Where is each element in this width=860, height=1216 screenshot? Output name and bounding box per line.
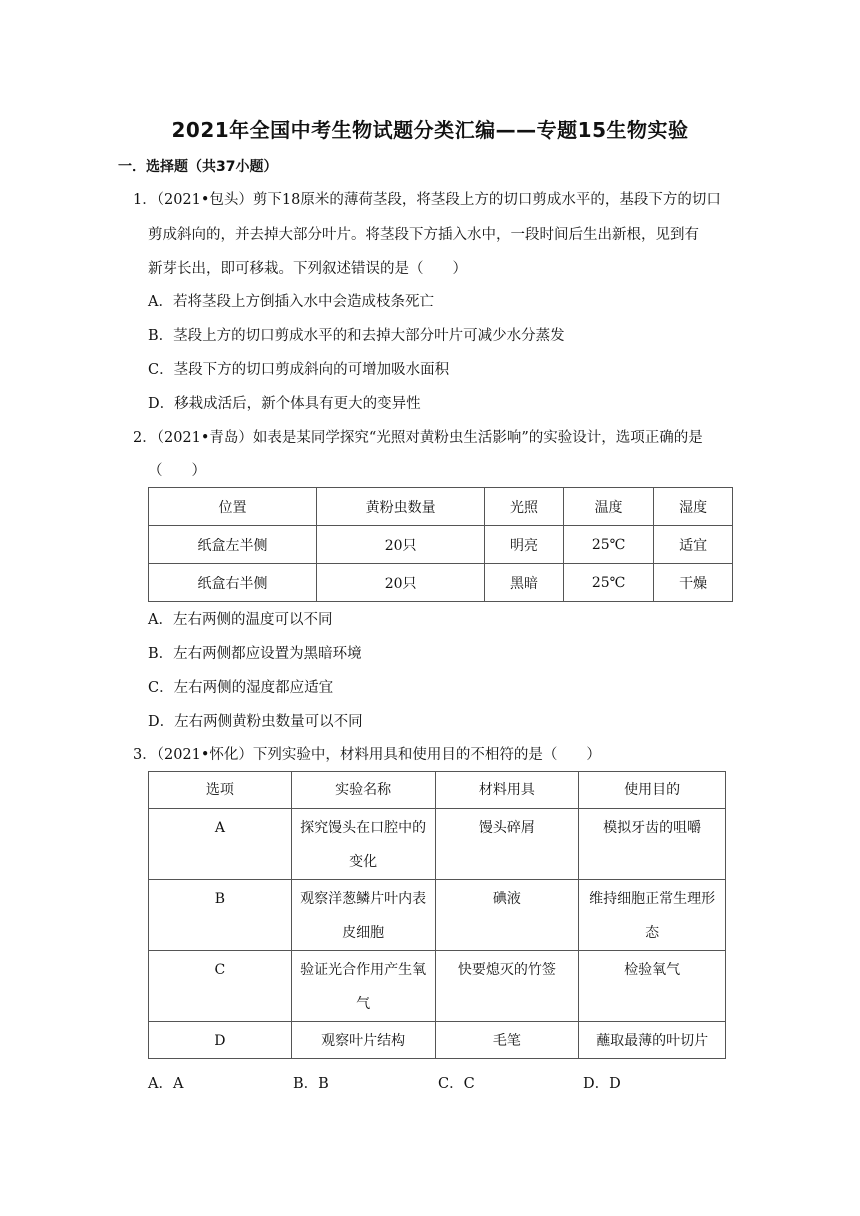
question-1-line-2: 剪成斜向的，并去掉大部分叶片。将茎段下方插入水中，一段时间后生出新根，见到有 bbox=[148, 227, 699, 243]
table-cell: 25℃ bbox=[563, 564, 653, 602]
table-row bbox=[149, 526, 733, 564]
table-cell: 探究馒头在口腔中的 变化 bbox=[291, 809, 435, 880]
table-cell: 观察洋葱鳞片叶内表 皮细胞 bbox=[291, 880, 435, 951]
document-title: 2021年全国中考生物试题分类汇编——专题15生物实验 bbox=[171, 118, 689, 142]
question-2-option-d: D．左右两侧黄粉虫数量可以不同 bbox=[148, 714, 363, 730]
table-row bbox=[149, 564, 733, 602]
table-header-cell: 实验名称 bbox=[291, 772, 435, 809]
table-cell: B bbox=[149, 880, 292, 951]
table-cell: 观察叶片结构 bbox=[291, 1022, 435, 1059]
table-header-row bbox=[149, 772, 726, 809]
question-2-option-b: B．左右两侧都应设置为黑暗环境 bbox=[148, 646, 362, 662]
question-1-option-d: D．移栽成活后，新个体具有更大的变异性 bbox=[148, 396, 421, 412]
question-3-answer-b: B．B bbox=[293, 1076, 329, 1092]
question-3-answer-a: A．A bbox=[148, 1076, 184, 1092]
table-cell: 20只 bbox=[317, 526, 485, 564]
table-row bbox=[149, 951, 726, 1022]
table-cell: C bbox=[149, 951, 292, 1022]
table-header-row bbox=[149, 488, 733, 526]
question-1-line-1: 1．（2021•包头）剪下18原米的薄荷茎段，将茎段上方的切口剪成水平的，基段下方的切口 bbox=[133, 192, 721, 208]
table-cell: 纸盒左半侧 bbox=[149, 526, 317, 564]
table-header-cell: 材料用具 bbox=[435, 772, 579, 809]
question-3-answer-d: D．D bbox=[583, 1076, 621, 1092]
table-cell: 干燥 bbox=[654, 564, 733, 602]
question-3-answer-c: C．C bbox=[438, 1076, 475, 1092]
table-cell: 碘液 bbox=[435, 880, 579, 951]
table-cell: 维持细胞正常生理形 态 bbox=[579, 880, 726, 951]
table-header-cell: 湿度 bbox=[654, 488, 733, 526]
question-1-option-c: C．茎段下方的切口剪成斜向的可增加吸水面积 bbox=[148, 362, 450, 378]
table-cell: 蘸取最薄的叶切片 bbox=[579, 1022, 726, 1059]
table-cell: 模拟牙齿的咀嚼 bbox=[579, 809, 726, 880]
table-cell: 25℃ bbox=[563, 526, 653, 564]
table-cell: 黑暗 bbox=[485, 564, 564, 602]
question-1-option-b: B．茎段上方的切口剪成水平的和去掉大部分叶片可减少水分蒸发 bbox=[148, 328, 565, 344]
section-heading: 一．选择题（共37小题） bbox=[118, 159, 278, 175]
table-cell: 20只 bbox=[317, 564, 485, 602]
table-cell: 检验氧气 bbox=[579, 951, 726, 1022]
question-2-option-a: A．左右两侧的温度可以不同 bbox=[148, 612, 333, 628]
table-header-cell: 光照 bbox=[485, 488, 564, 526]
table-row bbox=[149, 809, 726, 880]
table-row bbox=[149, 880, 726, 951]
table-header-cell: 使用目的 bbox=[579, 772, 726, 809]
table-row bbox=[149, 1022, 726, 1059]
table-cell: 馒头碎屑 bbox=[435, 809, 579, 880]
table-cell: 毛笔 bbox=[435, 1022, 579, 1059]
question-1-option-a: A．若将茎段上方倒插入水中会造成枝条死亡 bbox=[148, 294, 434, 310]
table-cell: 验证光合作用产生氧 气 bbox=[291, 951, 435, 1022]
table-cell: A bbox=[149, 809, 292, 880]
table-header-cell: 黄粉虫数量 bbox=[317, 488, 485, 526]
question-3-line-1: 3．（2021•怀化）下列实验中，材料用具和使用目的不相符的是（ ） bbox=[133, 747, 601, 763]
table-cell: 纸盒右半侧 bbox=[149, 564, 317, 602]
question-3-table bbox=[148, 771, 726, 1059]
question-1-line-3: 新芽长出，即可移栽。下列叙述错误的是（ ） bbox=[148, 261, 467, 277]
table-cell: 适宜 bbox=[654, 526, 733, 564]
table-cell: 快要熄灭的竹签 bbox=[435, 951, 579, 1022]
table-header-cell: 温度 bbox=[563, 488, 653, 526]
question-2-table bbox=[148, 487, 733, 602]
table-header-cell: 位置 bbox=[149, 488, 317, 526]
table-cell: D bbox=[149, 1022, 292, 1059]
question-2-line-2: （ ） bbox=[148, 463, 206, 479]
table-header-cell: 选项 bbox=[149, 772, 292, 809]
table-cell: 明亮 bbox=[485, 526, 564, 564]
question-2-line-1: 2．（2021•青岛）如表是某同学探究“光照对黄粉虫生活影响”的实验设计，选项正确的是 bbox=[133, 430, 703, 446]
question-2-option-c: C．左右两侧的湿度都应适宜 bbox=[148, 680, 334, 696]
